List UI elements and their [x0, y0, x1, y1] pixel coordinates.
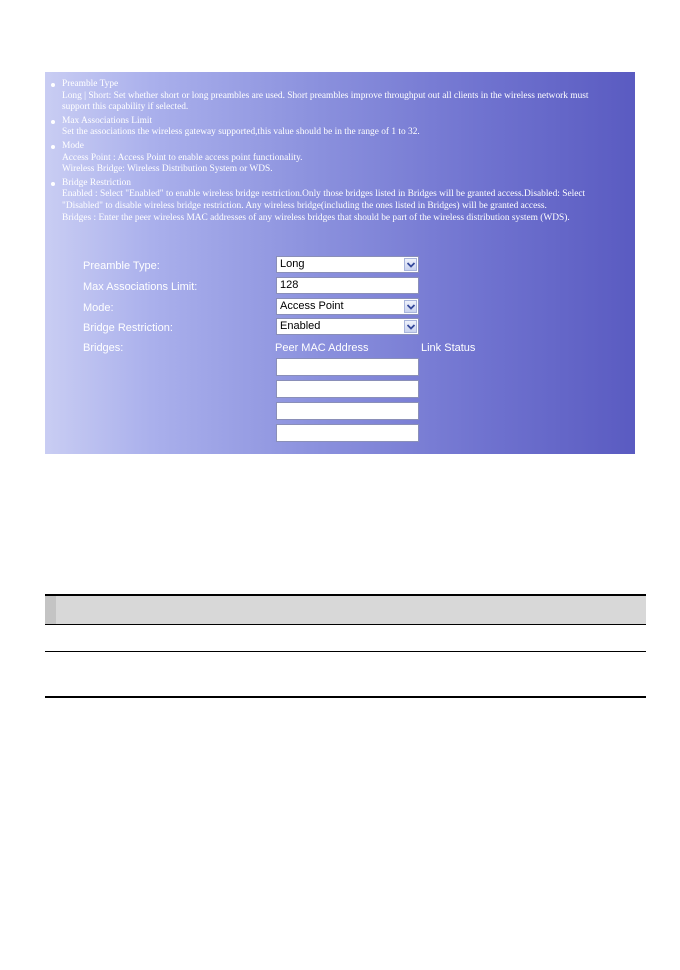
help-text: Wireless Bridge: Wireless Distribution System or WDS. [62, 164, 273, 175]
chevron-down-icon[interactable] [404, 300, 417, 313]
help-title: Preamble Type [62, 79, 119, 89]
help-title: Bridge Restriction [62, 177, 131, 188]
bridge-restriction-select[interactable] [276, 318, 419, 335]
mode-label: Mode: [83, 302, 114, 314]
preamble-type-value: Long [280, 258, 305, 270]
help-text: Set the associations the wireless gateway supported,this value should be in the range of 1 to 32. [62, 127, 420, 138]
help-text: Bridges : Enter the peer wireless MAC addresses of any wireless bridges that should be part of the wireless distribution system (WDS). [62, 212, 570, 223]
max-associations-input[interactable]: 128 [276, 277, 419, 294]
mode-select[interactable] [276, 298, 419, 315]
link-status-header: Link Status [421, 342, 476, 354]
wireless-settings-panel [45, 72, 635, 454]
bridge-mac-input-3[interactable] [276, 402, 419, 420]
bridge-restriction-label: Bridge Restriction: [83, 322, 173, 334]
preamble-type-label: Preamble Type: [83, 260, 160, 272]
table-header [45, 594, 646, 625]
chevron-down-icon[interactable] [404, 258, 417, 271]
table-header-cell [45, 596, 56, 624]
table-row [45, 625, 646, 652]
bridges-label: Bridges: [83, 342, 124, 354]
bridge-restriction-value: Enabled [280, 320, 321, 332]
help-title: Max Associations Limit [62, 115, 153, 126]
help-text: "Disabled" to disable wireless bridge restriction. Any wireless bridge(including the ones listed in Bridges) will be granted access. [62, 200, 547, 211]
help-title: Mode [62, 140, 84, 151]
help-text: Long | Short: Set whether short or long preambles are used. Short preambles improve throughput out all clients in the wireless network must [62, 90, 589, 101]
mode-value: Access Point [280, 300, 344, 312]
preamble-type-select[interactable] [276, 256, 419, 273]
table-row [45, 652, 646, 698]
bridge-mac-input-1[interactable] [276, 358, 419, 376]
help-text: Access Point : Access Point to enable access point functionality. [62, 152, 303, 163]
help-text: Enabled : Select "Enabled" to enable wireless bridge restriction.Only those bridges listed in Bridges will be granted access.Disabled: Select [62, 189, 586, 200]
bridge-mac-input-2[interactable] [276, 380, 419, 398]
help-text: support this capability if selected. [62, 102, 189, 113]
peer-mac-address-header: Peer MAC Address [275, 342, 369, 354]
max-associations-label: Max Associations Limit: [83, 281, 198, 293]
bridge-mac-input-4[interactable] [276, 424, 419, 442]
chevron-down-icon[interactable] [404, 320, 417, 333]
settings-form [45, 72, 635, 454]
document-table [45, 594, 646, 698]
